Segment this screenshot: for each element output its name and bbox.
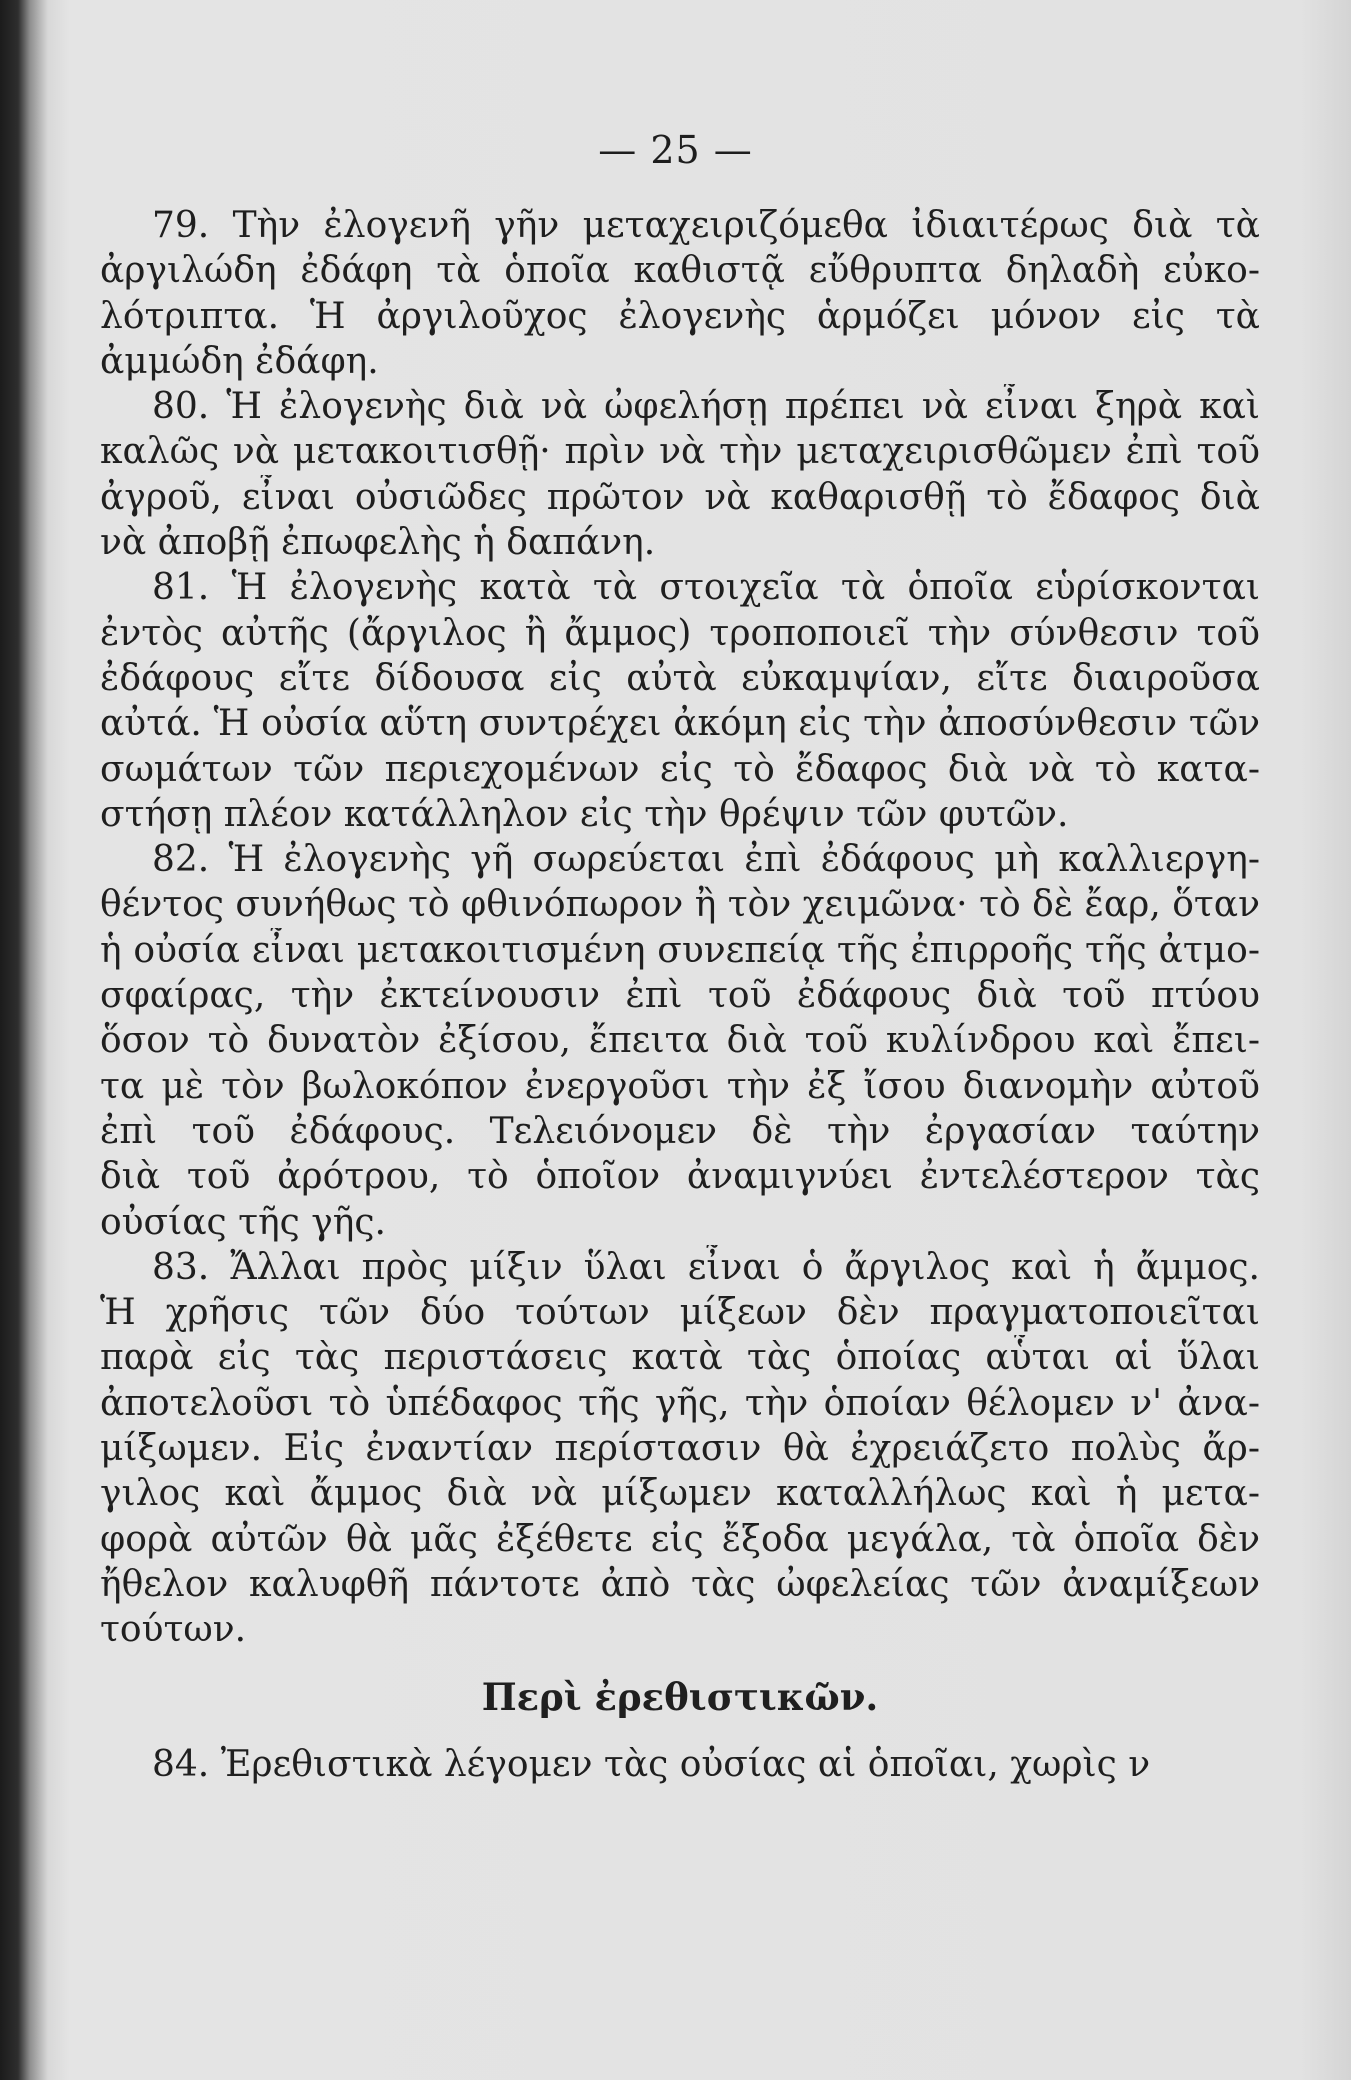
text-line: σωμάτων τῶν περιεχομένων εἰς τὸ ἔδαφος διὰ νὰ τὸ κατα- — [100, 748, 1260, 790]
text-line: τα μὲ τὸν βωλοκόπον ἐνεργοῦσι τὴν ἐξ ἴσου διανομὴν αὐτοῦ — [100, 1065, 1260, 1107]
page-number: — 25 — — [598, 128, 753, 172]
text-line: ὅσον τὸ δυνατὸν ἐξίσου, ἔπειτα διὰ τοῦ κυλίνδρου καὶ ἔπει- — [100, 1020, 1260, 1062]
text-line: θέντος συνήθως τὸ φθινόπωρον ἢ τὸν χειμῶνα· τὸ δὲ ἔαρ, ὅταν — [100, 884, 1260, 926]
text-line: Ἡ χρῆσις τῶν δύο τούτων μίξεων δὲν πραγματοποιεῖται — [100, 1292, 1260, 1334]
text-line: παρὰ εἰς τὰς περιστάσεις κατὰ τὰς ὁποίας αὗται αἱ ὕλαι — [100, 1337, 1260, 1379]
text-line: αὐτά. Ἡ οὐσία αὕτη συντρέχει ἀκόμη εἰς τὴν ἀποσύνθεσιν τῶν — [100, 703, 1260, 745]
text-line: 79. Τὴν ἐλογενῆ γῆν μεταχειριζόμεθα ἰδιαιτέρως διὰ τὰ — [152, 205, 1260, 246]
text-line: ἐπὶ τοῦ ἐδάφους. Τελειόνομεν δὲ τὴν ἐργασίαν ταύτην — [100, 1110, 1260, 1152]
text-line: σφαίρας, τὴν ἐκτείνουσιν ἐπὶ τοῦ ἐδάφους διὰ τοῦ πτύου — [100, 975, 1260, 1017]
paragraph-83 — [100, 1245, 1260, 1653]
text-line: διὰ τοῦ ἀρότρου, τὸ ὁποῖον ἀναμιγνύει ἐντελέστερον τὰς — [100, 1156, 1260, 1198]
text-line: λότριπτα. Ἡ ἀργιλοῦχος ἐλογενὴς ἁρμόζει μόνον εἰς τὰ — [100, 295, 1260, 337]
paragraph-79 — [100, 203, 1260, 384]
text-line: φορὰ αὐτῶν θὰ μᾶς ἐξέθετε εἰς ἔξοδα μεγάλα, τὰ ὁποῖα δὲν — [100, 1518, 1260, 1560]
paragraph-80 — [100, 384, 1260, 565]
text-line: 83. Ἄλλαι πρὸς μίξιν ὕλαι εἶναι ὁ ἄργιλος καὶ ἡ ἄμμος. — [152, 1246, 1260, 1288]
text-line-final: 84. Ἐρεθιστικὰ λέγομεν τὰς οὐσίας αἱ ὁποῖαι, χωρὶς ν — [152, 1743, 1151, 1785]
text-line: στήσῃ πλέον κατάλληλον εἰς τὴν θρέψιν τῶν φυτῶν. — [100, 793, 1069, 835]
paragraph-81 — [100, 565, 1260, 837]
text-line: ἡ οὐσία εἶναι μετακοιτισμένη συνεπείᾳ τῆς ἐπιρροῆς τῆς ἀτμο- — [100, 929, 1260, 971]
text-line: ἐντὸς αὐτῆς (ἄργιλος ἢ ἄμμος) τροποποιεῖ τὴν σύνθεσιν τοῦ — [100, 612, 1260, 654]
paragraph-82 — [100, 837, 1260, 1245]
body-text — [100, 203, 1260, 1787]
text-line: νὰ ἀποβῇ ἐπωφελὴς ἡ δαπάνη. — [100, 522, 656, 564]
text-line: 80. Ἡ ἐλογενὴς διὰ νὰ ὠφελήσῃ πρέπει νὰ εἶναι ξηρὰ καὶ — [152, 386, 1260, 428]
text-line: γιλος καὶ ἄμμος διὰ νὰ μίξωμεν καταλλήλως καὶ ἡ μετα- — [100, 1473, 1260, 1515]
text-line: ἀμμώδη ἐδάφη. — [100, 340, 379, 382]
text-line: ἤθελον καλυφθῆ πάντοτε ἀπὸ τὰς ὠφελείας τῶν ἀναμίξεων — [100, 1563, 1260, 1605]
text-line: οὐσίας τῆς γῆς. — [100, 1201, 386, 1243]
text-line: ἀργιλώδη ἐδάφη τὰ ὁποῖα καθιστᾷ εὔθρυπτα δηλαδὴ εὐκο- — [100, 250, 1260, 292]
text-line: μίξωμεν. Εἰς ἐναντίαν περίστασιν θὰ ἐχρειάζετο πολὺς ἄρ- — [100, 1428, 1260, 1470]
text-line: ἐδάφους εἴτε δίδουσα εἰς αὐτὰ εὐκαμψίαν, εἴτε διαιροῦσα — [100, 657, 1260, 699]
text-line: καλῶς νὰ μετακοιτισθῇ· πρὶν νὰ τὴν μεταχειρισθῶμεν ἐπὶ τοῦ — [100, 431, 1260, 473]
section-heading: Περὶ ἐρεθιστικῶν. — [481, 1674, 879, 1719]
text-line: ἀγροῦ, εἶναι οὐσιῶδες πρῶτον νὰ καθαρισθῇ τὸ ἔδαφος διὰ — [100, 476, 1260, 518]
text-line: ἀποτελοῦσι τὸ ὑπέδαφος τῆς γῆς, τὴν ὁποίαν θέλομεν ν' ἀνα- — [100, 1382, 1260, 1424]
text-line: 82. Ἡ ἐλογενὴς γῆ σωρεύεται ἐπὶ ἐδάφους μὴ καλλιεργη- — [152, 839, 1260, 881]
text-line: 81. Ἡ ἐλογενὴς κατὰ τὰ στοιχεῖα τὰ ὁποῖα εὑρίσκονται — [152, 567, 1260, 609]
text-line: τούτων. — [100, 1609, 247, 1651]
